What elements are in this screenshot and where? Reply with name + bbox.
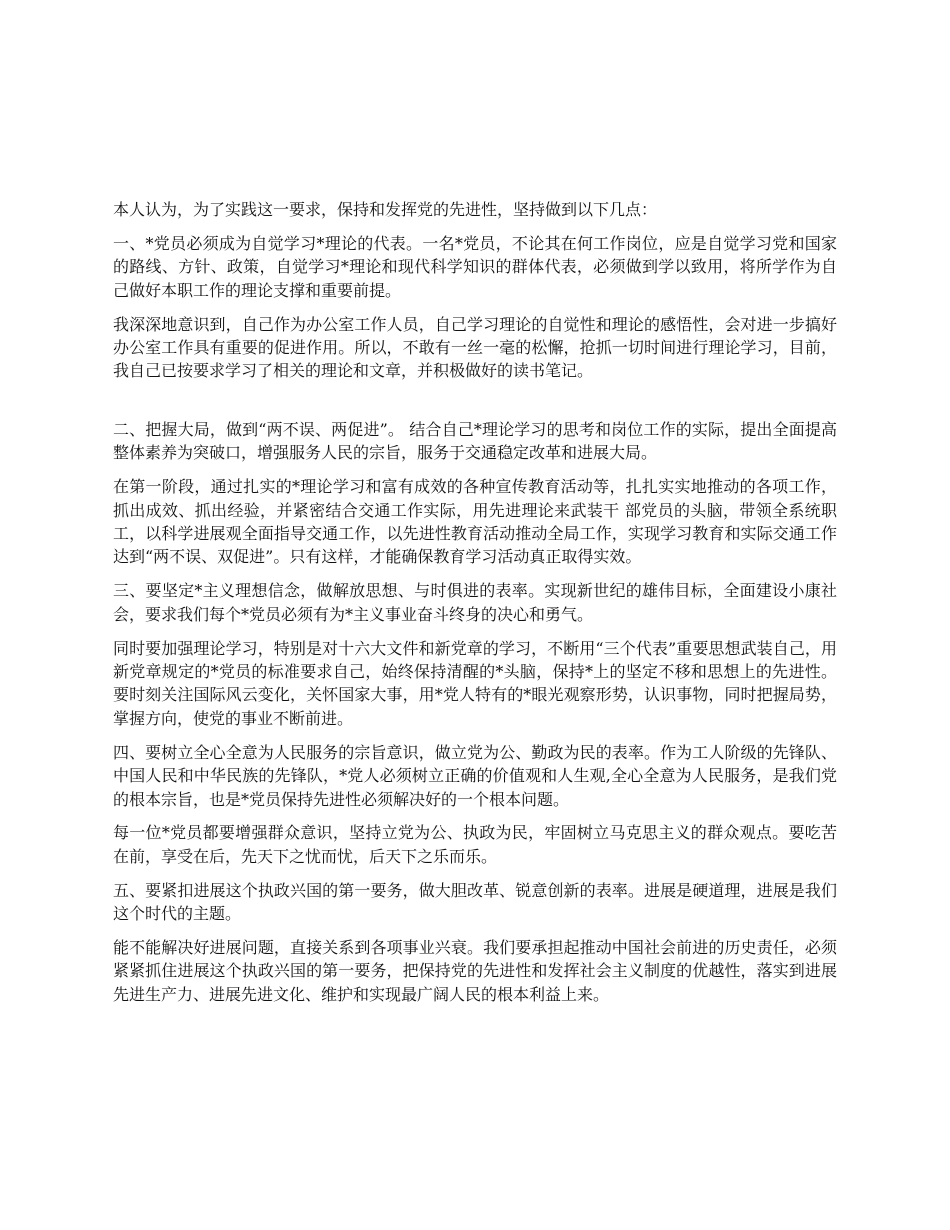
paragraph-point-two: 二、把握大局，做到“两不误、两促进”。 结合自己*理论学习的思考和岗位工作的实际，提出全面提高整体素养为突破口，增强服务人民的宗旨，服务于交通稳定改革和进展大局。 <box>113 419 837 463</box>
paragraph-intro: 本人认为，为了实践这一要求，保持和发挥党的先进性，坚持做到以下几点： <box>113 200 658 219</box>
paragraph-point-three: 三、要坚定*主义理想信念，做解放思想、与时俱进的表率。实现新世纪的雄伟目标，全面建设小康社会，要求我们每个*党员必须有为*主义事业奋斗终身的决心和勇气。 <box>113 581 837 624</box>
document-body <box>113 198 837 1017</box>
paragraph-point-one: 一、*党员必须成为自觉学习*理论的代表。一名*党员，不论其在何工作岗位，应是自觉学习党和国家的路线、方针、政策，自觉学习*理论和现代科学知识的群体代表，必须做到学以致用，将所学作为自己做好本职工作的理论支撑和重要前提。 <box>113 233 837 300</box>
paragraph-point-one-reflection: 我深深地意识到，自己作为办公室工作人员，自己学习理论的自觉性和理论的感悟性，会对进一步搞好办公室工作具有重要的促进作用。所以，不敢有一丝一毫的松懈，抢抓一切时间进行理论学习，目前， 我自己已按要求学习了相关的理论和文章，并积极做好的读书笔记。 <box>113 314 837 381</box>
paragraph-point-four: 四、要树立全心全意为人民服务的宗旨意识，做立党为公、勤政为民的表率。作为工人阶级的先锋队、中国人民和中华民族的先锋队，*党人必须树立正确的价值观和人生观,全心全意为人民服务，是我们党的根本宗旨，也是*党员保持先进性必须解决好的一个根本问题。 <box>113 742 837 809</box>
paragraph-point-three-detail: 同时要加强理论学习，特别是对十六大文件和新党章的学习，不断用“三个代表”重要思想武装自己，用新党章规定的*党员的标准要求自己，始终保持清醒的*头脑，保持*上的坚定不移和思想上的先进性。要时刻关注国际风云变化，关怀国家大事，用*党人特有的*眼光观察形势，认识事物，同时把握局势，掌握方向，使党的事业不断前进。 <box>113 638 837 728</box>
paragraph-point-five-detail: 能不能解决好进展问题，直接关系到各项事业兴衰。我们要承担起推动中国社会前进的历史责任，必须紧紧抓住进展这个执政兴国的第一要务，把保持党的先进性和发挥社会主义制度的优越性，落实到进展先进生产力、进展先进文化、维护和实现最广阔人民的根本利益上来。 <box>113 938 837 1004</box>
paragraph-point-five: 五、要紧扣进展这个执政兴国的第一要务，做大胆改革、锐意创新的表率。进展是硬道理，进展是我们这个时代的主题。 <box>113 880 837 924</box>
paragraph-point-four-detail: 每一位*党员都要增强群众意识，坚持立党为公、执政为民，牢固树立马克思主义的群众观点。要吃苦在前，享受在后，先天下之忧而忧，后天下之乐而乐。 <box>113 823 837 866</box>
paragraph-point-two-detail: 在第一阶段，通过扎实的*理论学习和富有成效的各种宣传教育活动等，扎扎实实地推动的各项工作，抓出成效、抓出经验，并紧密结合交通工作实际，用先进理论来武装干 部党员的头脑，带领全系统职工，以科学进展观全面指导交通工作，以先进性教育活动推动全局工作，实现学习教育和实际交通工作达到“两不误、双促进”。只有这样，才能确保教育学习活动真正取得实效。 <box>113 477 837 567</box>
